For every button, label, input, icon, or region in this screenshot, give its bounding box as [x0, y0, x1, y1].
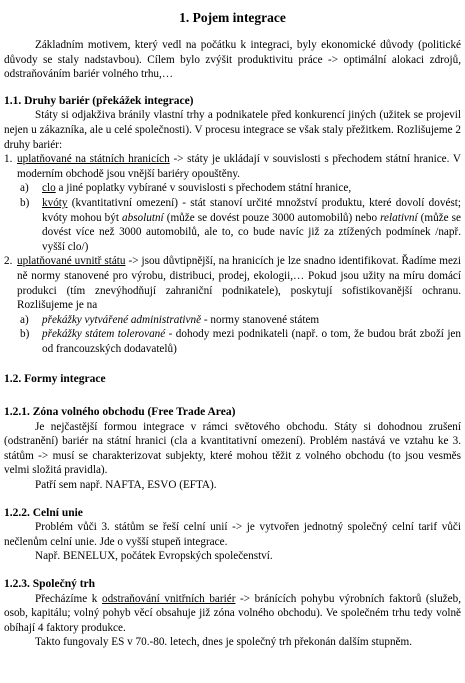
section-heading-1-2-2: 1.2.2. Celní unie	[4, 506, 83, 519]
section-heading-1-2-3: 1.2.3. Společný trh	[4, 578, 96, 590]
sub-item-letter: b)	[20, 328, 30, 341]
sub-item-1b-text-2: (může se dovést pouze 3000 automobilů) nebo	[163, 211, 381, 224]
section-heading-1-1: 1.1. Druhy bariér (překážek integrace)	[4, 94, 194, 107]
section-1-2-3-paragraph	[4, 592, 461, 636]
list-number: 2.	[4, 255, 13, 268]
section-1-2-2-paragraph: Problém vůči 3. státům se řeší celní unií -> je vytvořen jednotný společný celní tarif vůči nečlenům celní unie. Jde o vyšší stupeň integrace.	[4, 521, 461, 548]
sub-item-letter: b)	[20, 196, 30, 209]
section-heading-1-2-1: 1.2.1. Zóna volného obchodu (Free Trade Area)	[4, 406, 236, 419]
list-item-2-term: uplatňované uvnitř státu	[17, 255, 126, 268]
document-title: 1. Pojem integrace	[179, 10, 286, 25]
sub-item-1a-text: a jiné poplatky vybírané v souvislosti s přechodem státní hranice,	[55, 182, 352, 195]
section-1-2-3-note: Takto fungovaly ES v 70.-80. letech, dnes je společný trh překonán dalším stupněm.	[35, 636, 413, 649]
sub-item-2b-term: překážky státem tolerované	[42, 328, 166, 341]
list-number: 1.	[4, 153, 13, 166]
section-1-2-1-examples: Patří sem např. NAFTA, ESVO (EFTA).	[35, 479, 217, 492]
list-item-1	[4, 152, 461, 181]
section-1-1-paragraph: Státy si odjakživa bránily vlastní trhy a podnikatele před konkurencí jiných (užitek se projevil nejen u zákazníka, ale u celé společnosti). V procesu integrace se však staly přežitkem. Rozlišujeme 2 druhy bariér:	[4, 109, 461, 151]
sub-item-1b-text-3: (může se dovést více než 3000 automobilů, ale to, co bude navíc již za ztížených podmínek /např. vyšší clo/)	[42, 211, 461, 253]
list-item-1-term: uplatňované na státních hranicích	[17, 153, 170, 166]
list-item-2-text: -> jsou důvtipnější, na hranicích je lze snadno identifikovat. Řadíme mezi ně normy stanovené pro výrobu, distribuci, prodej, ekologii,… Pokud jsou užity na míru domácí produkci (tím znevýhodňují zahraniční podnikatele), poskytují sofistikovanější ochranu. Rozlišujeme je na	[17, 255, 461, 312]
sub-item-1b-italic-1: absolutní	[122, 211, 164, 224]
section-1-2-1-paragraph: Je nejčastější formou integrace v rámci světového obchodu. Státy si dohodnou zrušení (odstranění) bariér na státní hranici (cla a kvantitativní omezení). Problém nastává ve vztahu ke 3. státům -> musí se charakterizovat subjekty, které mohou těžit z volného obchodu (to jsou vesměs velmi složitá pravidla).	[4, 420, 461, 477]
sub-item-letter: a)	[20, 313, 29, 326]
sub-item-1b-italic-2: relativní	[380, 211, 418, 224]
section-1-2-3-text-1: Přecházíme k	[35, 592, 102, 605]
sub-item-1b-term: kvóty	[42, 196, 68, 209]
intro-paragraph: Základním motivem, který vedl na počátku k integraci, byly ekonomické důvody (politické důvody se staly nadstavbou). Cílem bylo zvýšit produktivitu práce -> optimální alokaci zdrojů, odstraňováním bariér volného trhu,…	[4, 39, 461, 81]
sub-item-1b-text-1: (kvantitativní omezení) - stát stanoví určité množství produktu, které dovolí dovést; kvóty mohou být	[42, 196, 461, 224]
sub-item-2a	[4, 313, 461, 328]
sub-item-2a-term: překážky vytvářené administrativně	[42, 313, 202, 326]
section-1-2-3-text-2: -> bránících pohybu výrobních faktorů (služeb, osob, kapitálu; volný pohyb věcí obsahuje již zóna volného obchodu). Ve společném trhu tedy volně obíhají 4 faktory produkce.	[4, 592, 461, 634]
sub-item-1a-term: clo	[42, 182, 56, 195]
section-heading-1-2: 1.2. Formy integrace	[4, 373, 106, 386]
sub-item-2a-text: - normy stanovené státem	[201, 313, 320, 326]
list-item-2	[4, 254, 461, 312]
list-item-1-text: -> státy je ukládají v souvislosti s přechodem státní hranice. V moderním obchodě jsou vnější bariéry opouštěny.	[17, 153, 462, 180]
sub-item-2b	[4, 327, 461, 356]
section-1-2-3-term: odstraňování vnitřních bariér	[101, 592, 236, 605]
sub-item-1a	[4, 181, 461, 196]
sub-item-letter: a)	[20, 182, 29, 195]
sub-item-2b-text: - dohody mezi podnikateli (např. o tom, že budou brát zboží jen od francouzských dodavatelů)	[42, 328, 461, 355]
sub-item-1b	[4, 196, 461, 254]
section-1-2-2-examples: Např. BENELUX, počátek Evropských společenství.	[35, 550, 273, 563]
